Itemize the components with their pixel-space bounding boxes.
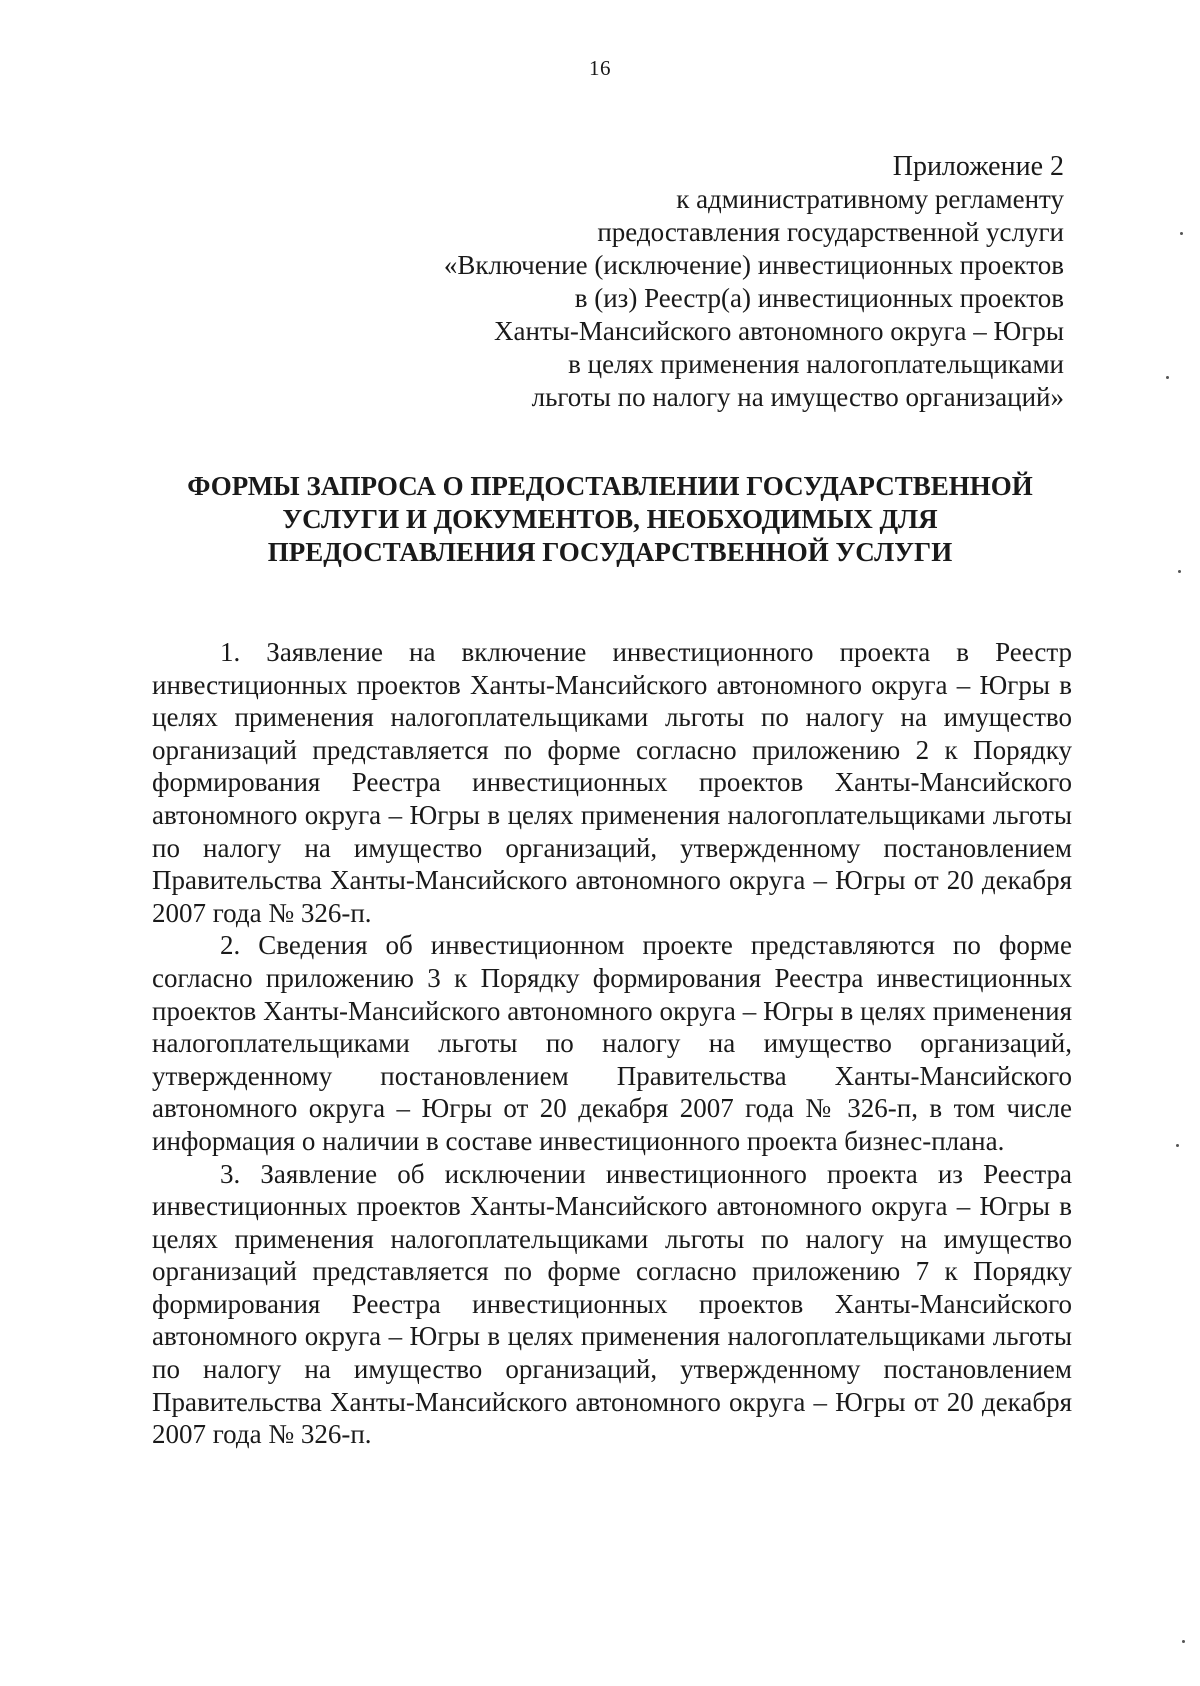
appendix-line: льготы по налогу на имущество организаций» [531,382,1064,412]
heading-line: ФОРМЫ ЗАПРОСА О ПРЕДОСТАВЛЕНИИ ГОСУДАРСТВЕННОЙ [187,471,1033,501]
page-number: 16 [589,56,611,80]
scan-speck [1176,1144,1179,1147]
appendix-line: в (из) Реестр(а) инвестиционных проектов [574,283,1064,313]
document-heading [140,470,1080,569]
document-body [152,636,1072,1451]
appendix-line: «Включение (исключение) инвестиционных проектов [443,250,1064,280]
scan-speck [1166,376,1169,379]
scan-speck [1182,1640,1185,1643]
appendix-line: в целях применения налогоплательщиками [568,349,1064,379]
appendix-line: Приложение 2 [892,151,1064,182]
scan-speck [1180,232,1183,235]
paragraph-2: 2. Сведения об инвестиционном проекте представляются по форме согласно приложению 3 к Порядку формирования Реестра инвестиционных проектов Ханты-Мансийского автономного округа – Югры в целях применения налогоплательщиками льготы по налогу на имущество организаций, утвержденному постановлением Правительства Ханты-Мансийского автономного округа – Югры от 20 декабря 2007 года № 326-п, в том числе информация о наличии в составе инвестиционного проекта бизнес-плана. [152,930,1072,1156]
scan-speck [1178,570,1181,573]
appendix-line: к административному регламенту [676,184,1064,214]
paragraph-3: 3. Заявление об исключении инвестиционного проекта из Реестра инвестиционных проектов Ханты-Мансийского автономного округа – Югры в целях применения налогоплательщиками льготы по налогу на имущество организаций представляется по форме согласно приложению 7 к Порядку формирования Реестра инвестиционных проектов Ханты-Мансийского автономного округа – Югры в целях применения налогоплательщиками льготы по налогу на имущество организаций, утвержденному постановлением Правительства Ханты-Мансийского автономного округа – Югры от 20 декабря 2007 года № 326-п. [152,1158,1072,1450]
paragraph-1: 1. Заявление на включение инвестиционного проекта в Реестр инвестиционных проектов Ханты-Мансийского автономного округа – Югры в целях применения налогоплательщиками льготы по налогу на имущество организаций представляется по форме согласно приложению 2 к Порядку формирования Реестра инвестиционных проектов Ханты-Мансийского автономного округа – Югры в целях применения налогоплательщиками льготы по налогу на имущество организаций, утвержденному постановлением Правительства Ханты-Мансийского автономного округа – Югры от 20 декабря 2007 года № 326-п. [152,637,1072,928]
appendix-line: предоставления государственной услуги [597,217,1064,247]
heading-line: ПРЕДОСТАВЛЕНИЯ ГОСУДАРСТВЕННОЙ УСЛУГИ [267,537,953,567]
heading-line: УСЛУГИ И ДОКУМЕНТОВ, НЕОБХОДИМЫХ ДЛЯ [282,504,938,534]
appendix-line: Ханты-Мансийского автономного округа – Югры [494,316,1064,346]
appendix-block [364,150,1064,414]
